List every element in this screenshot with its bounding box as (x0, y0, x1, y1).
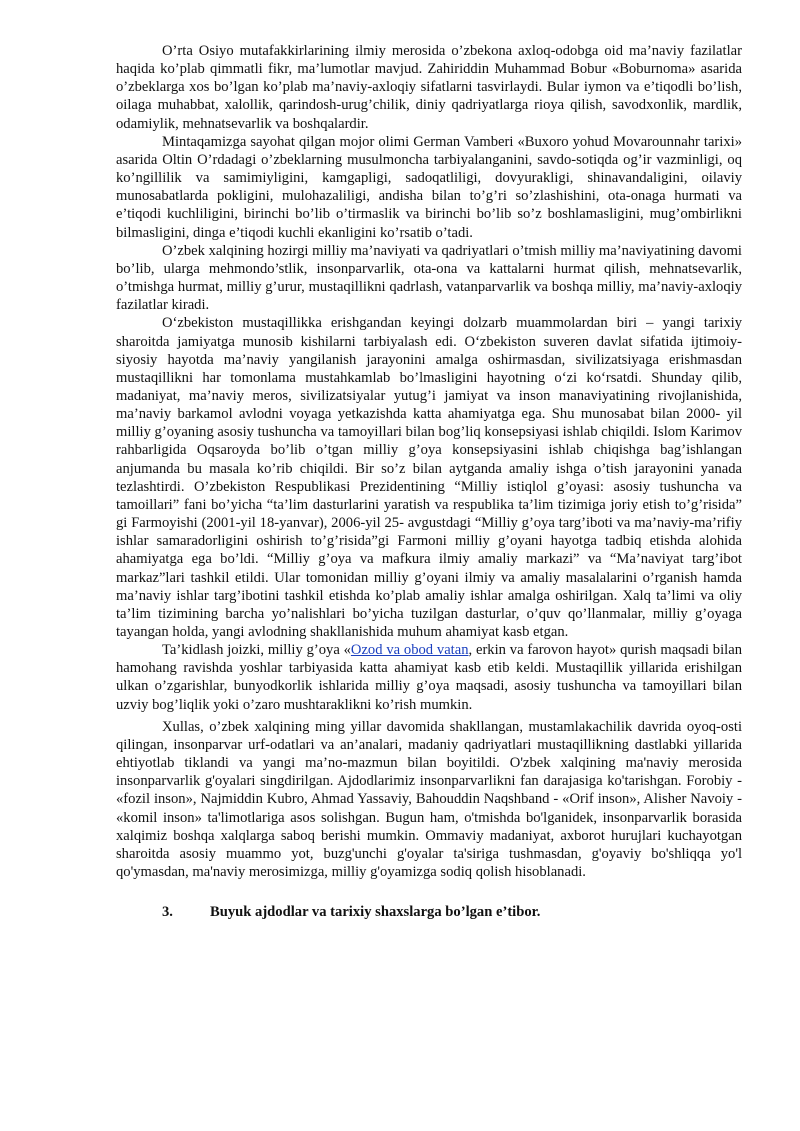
paragraph-5 (116, 641, 742, 714)
paragraph-2: Mintaqamizga sayohat qilgan mojor olimi German Vamberi «Buxoro yohud Movarounnahr tarixi» asarida Oltin O’rdadagi o’zbeklarning musulmoncha tarbiyalanganini, savdo-sotiqda og’ir vazminligi, oq ko’ngillilik va samimiyligini, kamgapligi, sadoqatliligi, dovyurakligi, shinavandaligini, oilaviy munosabatlarda pokligini, mulohazaliligi, andisha bilan to’g’ri so’zlashishini, ota-onaga hurmati va e’tiqodi kuchliligini, birinchi bo’lib o’tirmaslik va birinchi bo’lib so’z boshlamasligini, mug’ombirlikni bilmasligini, dinga e’tiqodi kuchli ekanligini ko’rsatib o’tadi. (116, 133, 742, 241)
paragraph-6: Xullas, o’zbek xalqining ming yillar davomida shakllangan, mustamlakachilik davrida oyoq-osti qilingan, insonparvar urf-odatlari va an’analari, madaniy qadriyatlari mustaqillikning dastlabki yillarida ehtiyotlab tiklandi va yangi ma’no-mazmun bilan boyitildi. O'zbek xalqining ma'naviy merosida insonparvarlik g'oyalari singdirilgan. Ajdodlarimiz insonparvarlikni fan darajasiga ko'tarishgan. Forobiy - «fozil inson», Najmiddin Kubro, Ahmad Yassaviy, Bahouddin Naqshband - «Orif inson», Alisher Navoiy - «komil inson» ta'limotlariga asos solishgan. Bugun ham, o'tmishda bo'lganidek, insonparvarlik borasida xalqimiz boshqa xalqlarga saboq berishi mumkin. Ommaviy madaniyat, axborot hurujlari kuchayotgan sharoitda asosiy muammo yot, buzg'unchi g'oyalar ta'siriga tushmasdan, g'oyaviy bo'shliqqa yo'l qo'ymasdan, ma'naviy merosimizga, milliy g'oyamizga sodiq qolish hisoblanadi. (116, 718, 742, 881)
paragraph-5-lead: Ta’kidlash joizki, milliy g’oya « (162, 642, 351, 659)
ozod-va-obod-vatan-link[interactable]: Ozod va obod vatan (350, 642, 469, 659)
paragraph-3: O’zbek xalqining hozirgi milliy ma’naviyati va qadriyatlari o’tmish milliy ma’naviyatining davomi bo’lib, ularga mehmondo’stlik, insonparvarlik, ota-ona va kattalarni hurmat qilish, mehnatsevarlik, o’tmishga hurmat, milliy g’urur, mustaqillikni qadrlash, vatanparvarlik va boshqa milliy, ma’naviy-axloqiy fazilatlar kiradi. (116, 242, 742, 314)
section-title: Buyuk ajdodlar va tarixiy shaxslarga bo’lgan e’tibor. (210, 904, 541, 921)
paragraph-4: O‘zbekiston mustaqillikka erishgandan keyingi dolzarb muammolardan biri – yangi tarixiy sharoitda jamiyatga munosib kishilarni tarbiyalash edi. O‘zbekiston suveren davlat sifatida ijtimoiy-siyosiy hayotda ma’naviy yangilanish jarayonini amalga oshirmasdan, sivilizatsiyaga erishmasdan mustaqillikni har tomonlama mustahkamlab bo’lmasligini hayotning o‘zi ko‘rsatdi. Shunday qilib, madaniyat, ma’naviy meros, sivilizatsiyalar yutug’i jamiyat va inson manaviyatining rivojlanishida, ma’naviy barkamol avlodni voyaga yetkazishda katta ahamiyatga ega. Shu munosabat bilan 2000- yil milliy g’oyaning asosiy tushuncha va tamoyillari bilan bog’liq konsepsiyasi ishlab chiqildi. Islom Karimov rahbarligida Oqsaroyda bo’lib o’tgan milliy g’oya konsepsiyasini ishlab chiqishga bag’ishlangan anjumanda bu masala ko’rib chiqildi. Bir so’z bilan aytganda amaliy ishga o’tish jarayonini yanada tezlashtirdi. O’zbekiston Respublikasi Prezidentining “Milliy istiqlol g’oyasi: asosiy tushuncha va tamoillari” fani bo’yicha “ta’lim dasturlarini yaratish va respublika ta’lim tizimiga joriy etish to’g’risida” gi Farmoyishi (2001-yil 18-yanvar), 2006-yil 25- avgustdagi “Milliy g’oya targ’iboti va ma’naviy-ma’rifiy ishlar samaradorligini oshirish to’g’risida”gi Farmoni milliy g’oyani hayotga tadbiq etishda alohida ahamiyatga ega bo’ldi. “Milliy g’oya va mafkura ilmiy amaliy markazi” va “Ma’naviyat targ’ibot markaz”lari tashkil etildi. Ular tomonidan milliy g’oyani ilmiy va amaliy masalalarini o’rganish hamda ma’naviy ishlar targ’ibotini tashkil etishda ko’plab amaliy ishlar amalga oshirilgan. Xalq ta’limi va oliy ta’lim tizimining barcha yo’nalishlari bo’yicha tuzilgan dasturlar, o’quv qo’llanmalar, milliy g’oyaga tayangan holda, yangi avlodning shakllanishida muhum ahamiyat kasb etgan. (116, 315, 742, 640)
section-number: 3. (162, 904, 173, 921)
document-page (116, 42, 742, 921)
paragraph-1: O’rta Osiyo mutafakkirlarining ilmiy merosida o’zbekona axloq-odobga oid ma’naviy fazilatlar haqida ko’plab qimmatli fikr, ma’lumotlar mavjud. Zahiriddin Muhammad Bobur «Boburnoma» asarida o’zbeklarga xos bo’lgan ko’plab ma’naviy-axloqiy sifatlarni tasvirlaydi. Bular iymon va e’tiqodli bo’lish, oilaga muhabbat, xalollik, qarindosh-urug’chilik, diniy qadriyatlarga rioya qilish, savodxonlik, mardlik, odamiylik, mehnatsevarlik va boshqalardir. (116, 43, 742, 132)
section-heading (116, 903, 742, 921)
paragraph-5-rest: , erkin va farovon hayot» qurish maqsadi bilan hamohang ravishda yoshlar tarbiyasida katta ahamiyat kasb etib keldi. Mustaqillik yillarida erishilgan ulkan o’zgarishlar, bunyodkorlik ishlarida milliy g’oya maqsadi, asosiy tushuncha va tamoyillari bilan uzviy bog’liqlik yoki o’zaro mushtaraklikni ko’rish mumkin. (116, 642, 742, 713)
